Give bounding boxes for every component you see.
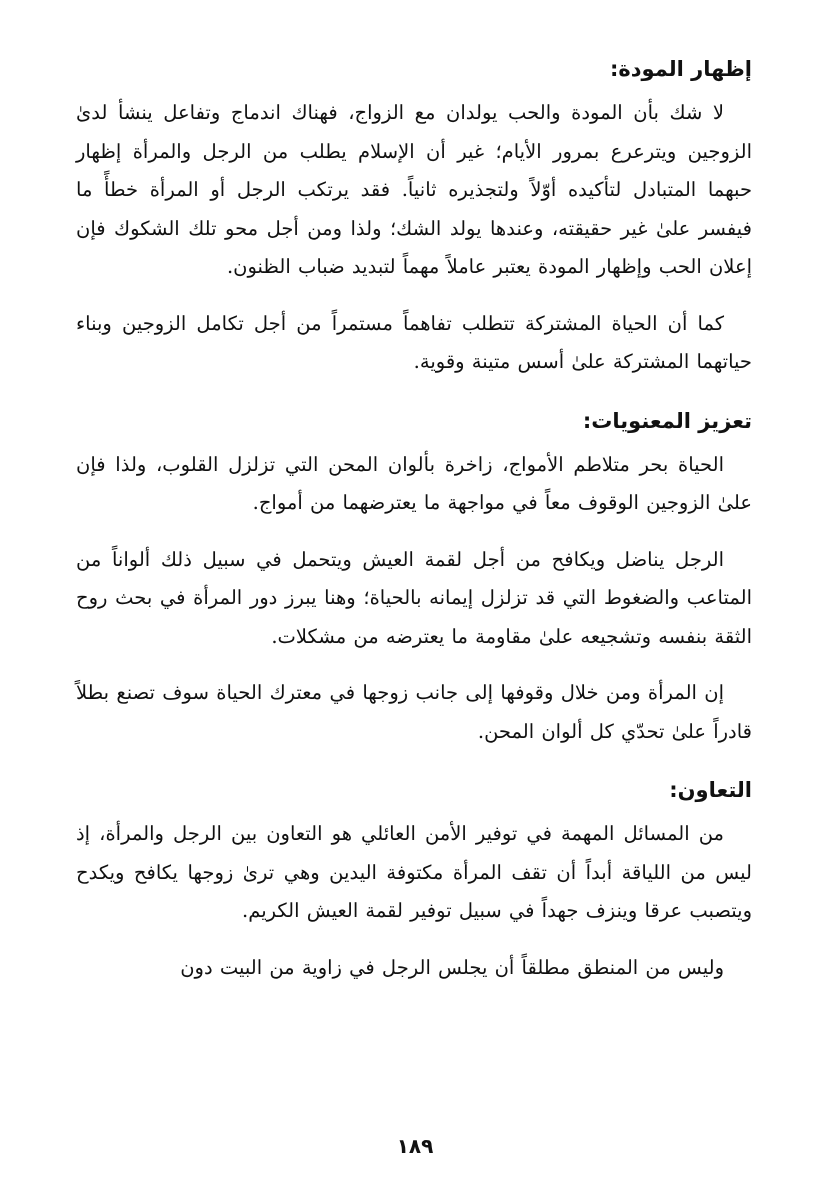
section-heading-affection: إظهار المودة: <box>609 57 752 81</box>
paragraph: كما أن الحياة المشتركة تتطلب تفاهماً مستمراً من أجل تكامل الزوجين وبناء حياتهما المشتركة علىٰ أسس متينة وقوية. <box>76 311 752 373</box>
page-body <box>76 52 752 1005</box>
paragraph: الرجل يناضل ويكافح من أجل لقمة العيش ويتحمل في سبيل ذلك ألواناً من المتاعب والضغوط التي قد تزلزل إيمانه بالحياة؛ وهنا يبرز دور المرأة في بحث روح الثقة بنفسه وتشجيعه علىٰ مقاومة ما يعترضه من مشكلات. <box>76 547 752 648</box>
paragraph: وليس من المنطق مطلقاً أن يجلس الرجل في زاوية من البيت دون <box>180 955 724 979</box>
page-number: ١٨٩ <box>396 1134 434 1158</box>
section-heading-cooperation: التعاون: <box>669 778 752 802</box>
paragraph: لا شك بأن المودة والحب يولدان مع الزواج، فهناك اندماج وتفاعل ينشأ لدىٰ الزوجين ويترعرع بمرور الأيام؛ غير أن الإسلام يطلب من الرجل والمرأة إظهار حبهما المتبادل لتأكيده أوّلاً ولتجذيره ثانياً. فقد يرتكب الرجل أو المرأة خطأً ما فيفسر علىٰ غير حقيقته، وعندها يولد الشك؛ ولذا ومن أجل محو تلك الشكوك فإن إعلان الحب وإظهار المودة يعتبر عاملاً مهماً لتبديد ضباب الظنون. <box>76 101 752 278</box>
paragraph: من المسائل المهمة في توفير الأمن العائلي هو التعاون بين الرجل والمرأة، إذ ليس من اللياقة أبداً أن تقف المرأة مكتوفة اليدين وهي ترىٰ زوجها يكافح ويكدح ويتصبب عرقا وينزف جهداً في سبيل توفير لقمة العيش الكريم. <box>76 822 752 922</box>
section-heading-morale: تعزيز المعنويات: <box>582 408 752 433</box>
paragraph: الحياة بحر متلاطم الأمواج، زاخرة بألوان المحن التي تزلزل القلوب، ولذا فإن علىٰ الزوجين الوقوف معاً في مواجهة ما يعترضهما من أمواج. <box>76 452 752 514</box>
paragraph: إن المرأة ومن خلال وقوفها إلى جانب زوجها في معترك الحياة سوف تصنع بطلاً قادراً علىٰ تحدّي كل ألوان المحن. <box>76 681 752 743</box>
